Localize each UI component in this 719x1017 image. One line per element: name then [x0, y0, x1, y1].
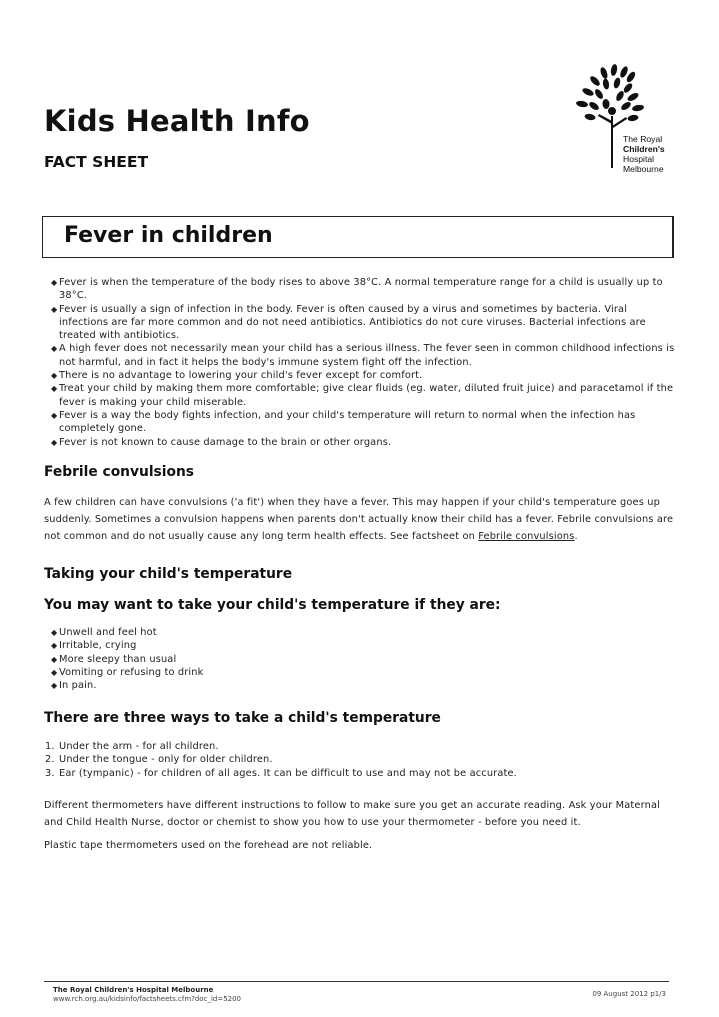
- three-ways-heading: There are three ways to take a child's temperature: [44, 710, 441, 726]
- list-item: 3. Ear (tympanic) - for children of all ages. It can be difficult to use and may not be accurate.: [45, 767, 517, 779]
- list-item: ◆ There is no advantage to lowering your child's fever except for comfort.: [51, 370, 423, 382]
- list-item: ◆ In pain.: [51, 680, 97, 692]
- febrile-paragraph: A few children can have convulsions ('a fit') when they have a fever. This may happen if your child's temperature goes up suddenly. Sometimes a convulsion happens when parents don't actually know their child has a fever. Febrile convulsions are not common and do not usually cause any long term health effects. See factsheet on Febrile convulsions.: [44, 497, 674, 542]
- bullet-marker: ◆: [51, 344, 58, 354]
- three-ways-numbered-list: [45, 740, 659, 780]
- tape-thermometer-paragraph: Plastic tape thermometers used on the forehead are not reliable.: [44, 840, 373, 851]
- bullet-marker: ◆: [51, 410, 58, 420]
- list-item: ◆ Fever is a way the body fights infection, and your child's temperature will return to normal when the infection has completely gone.: [51, 409, 636, 435]
- bullet-marker: ◆: [51, 667, 58, 677]
- footer-date-page: 09 August 2012 p1/3: [592, 990, 666, 998]
- list-item: ◆ Treat your child by making them more comfortable; give clear fluids (eg. water, diluted fruit juice) and paracetamol if the fever is making your child miserable.: [51, 383, 674, 408]
- bullet-marker: ◆: [51, 681, 58, 691]
- fact-sheet-label: FACT SHEET: [44, 153, 149, 171]
- footer-url: www.rch.org.au/kidsinfo/factsheets.cfm?doc_id=5200: [53, 995, 242, 1003]
- list-item: ◆ A high fever does not necessarily mean your child has a serious illness. The fever seen in common childhood infections is not harmful, and in fact it helps the body's immune system fight off the infection.: [51, 343, 675, 368]
- symptom-bullet-list: [51, 626, 459, 692]
- footer-divider: [44, 981, 669, 982]
- list-number: 1.: [45, 741, 55, 752]
- list-number: 3.: [45, 767, 55, 779]
- brand-title: Kids Health Info: [44, 104, 310, 138]
- list-item: ◆ Fever is when the temperature of the body rises to above 38°C. A normal temperature range for a child is usually up to 38°C.: [51, 277, 663, 302]
- list-item: ◆ Vomiting or refusing to drink: [51, 666, 204, 678]
- list-item: ◆ Irritable, crying: [51, 640, 137, 652]
- list-item: ◆ Fever is not known to cause damage to the brain or other organs.: [51, 436, 392, 448]
- title-box: [42, 216, 674, 258]
- bullet-marker: ◆: [51, 371, 58, 381]
- febrile-heading: Febrile convulsions: [44, 464, 195, 480]
- febrile-convulsions-link[interactable]: Febrile convulsions: [478, 531, 575, 542]
- list-item: ◆ Unwell and feel hot: [51, 627, 157, 638]
- intro-bullet-list: [51, 276, 677, 449]
- page-title: Fever in children: [64, 223, 273, 248]
- footer-org: The Royal Children's Hospital Melbourne: [53, 986, 214, 994]
- list-number: 2.: [45, 754, 55, 766]
- logo-wordmark: The Royal Children's Hospital Melbourne: [623, 134, 665, 174]
- bullet-marker: ◆: [51, 304, 58, 314]
- bullet-marker: ◆: [51, 628, 58, 637]
- thermometer-paragraph: Different thermometers have different instructions to follow to make sure you get an accurate reading. Ask your Maternal and Child Health Nurse, doctor or chemist to show you how to use your thermometer - before you need it.: [44, 800, 660, 828]
- bullet-marker: ◆: [51, 641, 58, 651]
- bullet-marker: ◆: [51, 437, 58, 447]
- list-item: ◆ Fever is usually a sign of infection in the body. Fever is often caused by a virus and sometimes by bacteria. Viral infections are far more common and do not need antibiotics. Antibiotics do not cure viruses. Bacterial infections are treated with antibiotics.: [51, 303, 646, 342]
- bullet-marker: ◆: [51, 384, 58, 394]
- list-item: 2. Under the tongue - only for older children.: [45, 754, 273, 766]
- taking-temp-subheading: You may want to take your child's temperature if they are:: [44, 597, 501, 613]
- taking-temp-heading: Taking your child's temperature: [44, 566, 293, 582]
- bullet-marker: ◆: [51, 654, 58, 664]
- bullet-marker: ◆: [51, 278, 58, 287]
- list-item: ◆ More sleepy than usual: [51, 653, 177, 665]
- list-item: 1. Under the arm - for all children.: [45, 741, 219, 752]
